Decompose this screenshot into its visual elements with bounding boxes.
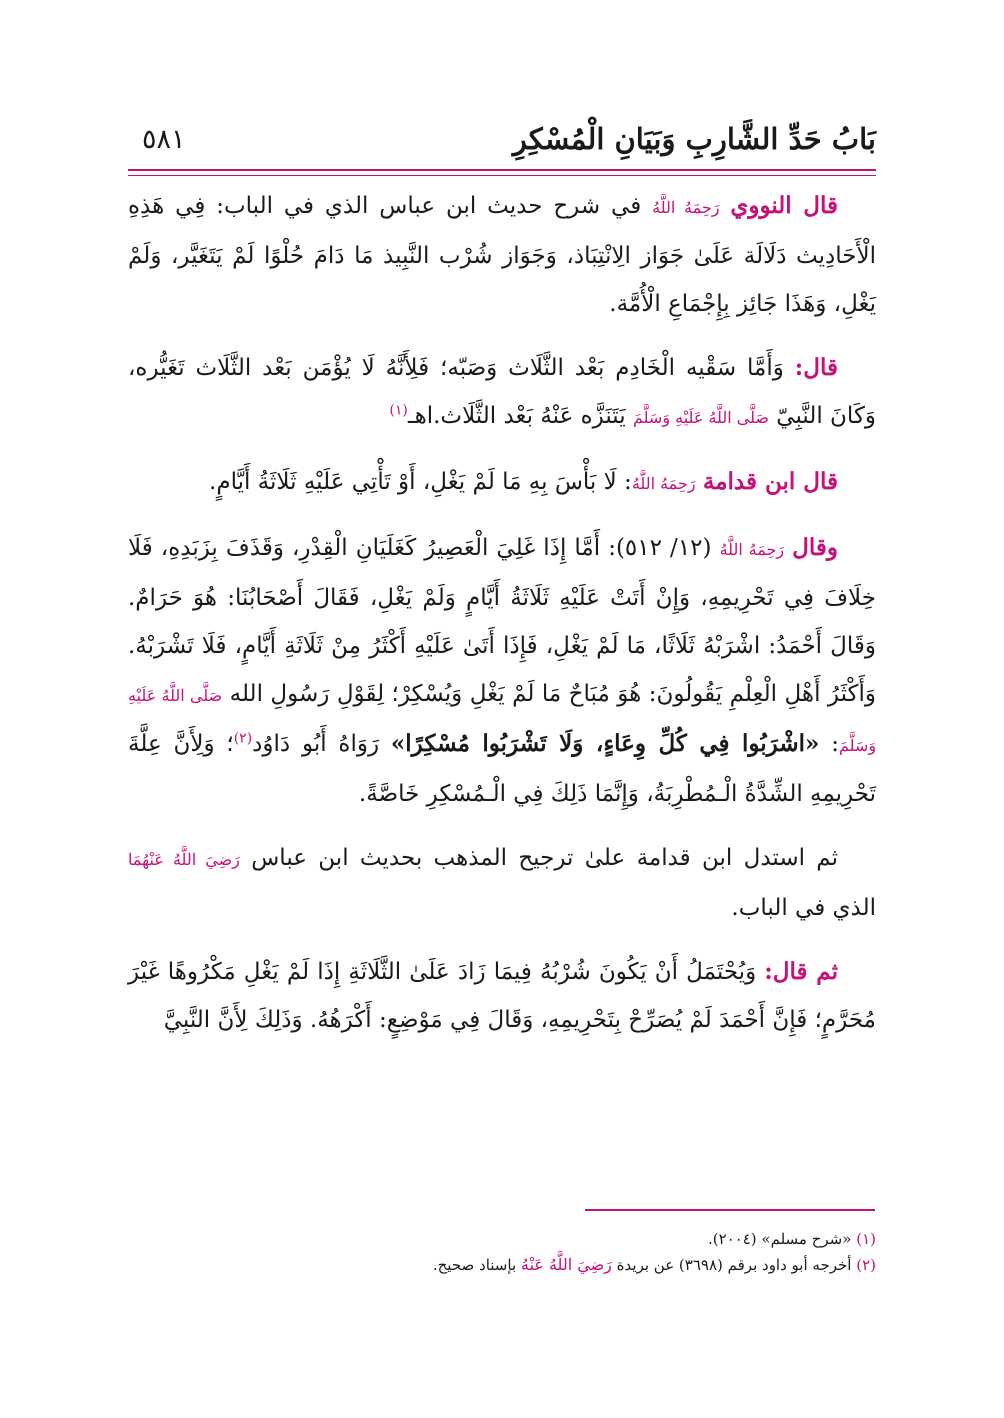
honorific-glyph: رَحِمَهُ اللَّهُ [631,474,696,493]
paragraph-istidlal [128,834,876,932]
page-header [128,118,876,170]
header-rule-thin [128,175,876,176]
footnote-separator [585,1209,875,1211]
footnote-number: (١) [856,1230,876,1248]
honorific-glyph-2: صَلَّى اللَّهُ عَلَيْهِ وَسَلَّمَ [128,686,877,755]
paragraph-text-2: الذي في الباب. [731,895,876,921]
paragraph-text: ثم استدل ابن قدامة علىٰ ترجيح المذهب بحديث ابن عباس [251,845,839,871]
chapter-title: بَابُ حَدِّ الشَّارِبِ وَبَيَانِ الْمُسْكِرِ [512,122,876,156]
page-body [128,182,876,1060]
page-number: ٥٨١ [142,124,186,155]
paragraph-text: وَأَمَّا سَقْيه الْخَادِم بَعْد الثَّلَاث وَصَبّه؛ فَلِأَنَّهُ لَا يُؤْمَن بَعْد الثَّلَاث تَغَيُّره، وَكَانَ النَّبِيّ [128,355,876,429]
footnote-number: (٢) [856,1256,876,1274]
paragraph-thumma-qal [128,948,876,1044]
paragraph-text: : لَا بَأْسَ بِهِ مَا لَمْ يَغْلِ، أَوْ تَأْتِي عَلَيْهِ ثَلَاثَةُ أَيَّامٍ. [209,469,632,495]
colon: : [831,731,839,757]
speaker-label: قال: [794,354,838,381]
footnote-ref-2[interactable]: (٢) [233,730,253,747]
speaker-label: ثم قال: [764,958,839,985]
paragraph-text-3: رَوَاهُ أَبُو دَاوُد [252,731,380,757]
footnote-2 [128,1252,876,1278]
hadith-quote: «اشْرَبُوا فِي كُلِّ وِعَاءٍ، وَلَا تَشْرَبُوا مُسْكِرًا» [390,730,820,757]
footnote-text: أخرجه أبو داود برقم (٣٦٩٨) عن بريدة [616,1256,852,1274]
paragraph-ibn-qudama [128,458,876,508]
paragraph-text-4: ؛ وَلِأَنَّ عِلَّةَ تَحْرِيمِهِ الشِّدَّةُ الْـمُطْرِبَةُ، وَإِنَّمَا ذَلِكَ فِي الْـمُسْكِرِ خَاصَّةً. [128,731,876,807]
paragraph-text-2: يَتَنَزَّه عَنْهُ بَعْد الثَّلَاث.اهـ [407,403,626,429]
footnote-ref-1[interactable]: (١) [389,402,408,419]
paragraph-nawawi [128,182,876,328]
honorific-glyph: رَحِمَهُ اللَّهُ [719,540,785,559]
paragraph-nawawi-continued [128,344,876,442]
footnote-1 [128,1226,876,1252]
speaker-label: وقال [792,534,838,561]
footnotes [128,1226,876,1278]
honorific-glyph: رَضِيَ اللَّهُ عَنْهُمَا [128,850,240,869]
footnote-text: «شرح مسلم» (٢٠٠٤). [707,1230,852,1248]
speaker-label: قال النووي [730,192,838,219]
footnote-text-2: بإسناد صحيح. [432,1256,517,1274]
paragraph-text: وَيُحْتَمَلُ أَنْ يَكُونَ شُرْبُهُ فِيمَا زَادَ عَلَىٰ الثَّلَاثَةِ إِذَا لَمْ يَغْلِ مَكْرُوهًا غَيْرَ مُحَرَّمٍ؛ فَإِنَّ أَحْمَدَ لَمْ يُصَرِّحْ بِتَحْرِيمِهِ، وَقَالَ فِي مَوْضِعٍ: أَكْرَهُهُ. وَذَلِكَ لِأَنَّ النَّبِيَّ [128,959,876,1033]
honorific-glyph: صَلَّى اللَّهُ عَلَيْهِ وَسَلَّمَ [632,408,769,427]
paragraph-ibn-qudama-2 [128,524,876,818]
honorific-glyph: رَحِمَهُ اللَّهُ [652,198,720,217]
header-rule [128,169,876,171]
speaker-label: قال ابن قدامة [702,468,838,495]
paragraph-text: (١٢/ ٥١٢): أَمَّا إِذَا غَلِيَ الْعَصِيرُ كَغَلَيَانِ الْقِدْرِ، وَقَذَفَ بِزَبَدِهِ، فَلَا خِلَافَ فِي تَحْرِيمِهِ، وَإِنْ أَتَتْ عَلَيْهِ ثَلَاثَةُ أَيَّامٍ وَلَمْ يَغْلِ، فَقَالَ أَصْحَابُنَا: هُوَ حَرَامٌ. وَقَالَ أَحْمَدُ: اشْرَبْهُ ثَلَاثًا، مَا لَمْ يَغْلِ، فَإِذَا أَتَىٰ عَلَيْهِ أَكْثَرُ مِنْ ثَلَاثَةِ أَيَّامٍ، فَلَا تَشْرَبْهُ. وَأَكْثَرُ أَهْلِ الْعِلْمِ يَقُولُونَ: هُوَ مُبَاحٌ مَا لَمْ يَغْلِ وَيُسْكِرْ؛ لِقَوْلِ رَسُولِ الله [128,535,876,707]
honorific-glyph: رَضِيَ اللَّهُ عَنْهُ [520,1255,612,1274]
paragraph-text: في شرح حديث ابن عباس الذي في الباب: فِي هَذِهِ الْأَحَادِيث دَلَالَة عَلَىٰ جَوَاز الِانْتِبَاذ، وَجَوَاز شُرْب النَّبِيذ مَا دَامَ حُلْوًا لَمْ يَتَغَيَّر، وَلَمْ يَغْلِ، وَهَذَا جَائِز بِإِجْمَاعِ الْأُمَّة. [128,193,876,317]
